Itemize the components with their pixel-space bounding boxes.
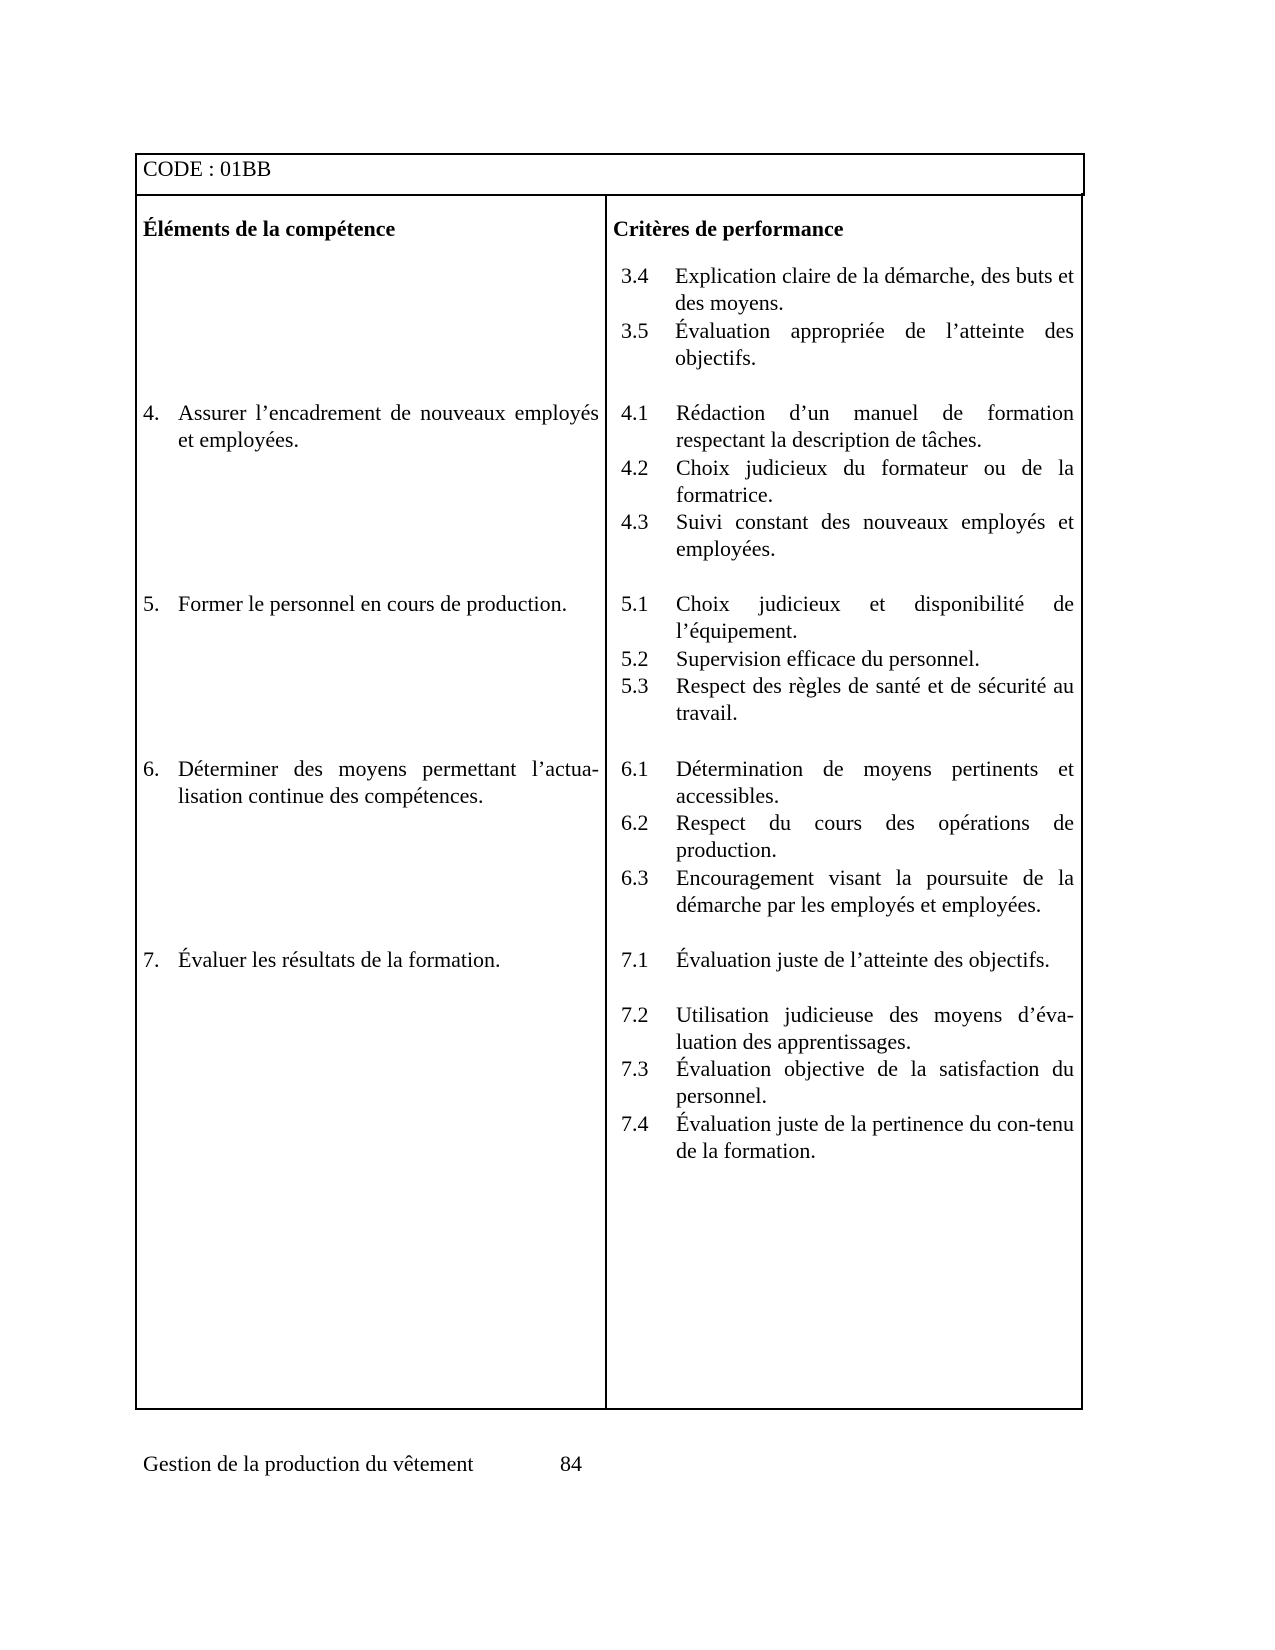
criterion-number: 4.1 <box>621 400 649 425</box>
element-item <box>143 590 599 617</box>
criterion-number: 7.4 <box>621 1111 649 1136</box>
criterion-number: 6.2 <box>621 810 649 835</box>
element-item <box>143 946 599 973</box>
criterion-number: 7.1 <box>621 947 649 972</box>
criterion-number: 4.3 <box>621 509 649 534</box>
criterion-number: 4.2 <box>621 455 649 480</box>
criterion-text: Évaluation appropriée de l’atteinte des objectifs. <box>675 318 1074 371</box>
element-number: 6. <box>143 756 160 781</box>
code-row <box>135 153 1085 196</box>
criterion-text: Choix judicieux et disponibilité de l’équipement. <box>676 591 1074 644</box>
criterion-item <box>621 946 1074 973</box>
criterion-number: 6.3 <box>621 865 649 890</box>
element-item <box>143 755 599 810</box>
criterion-text: Choix judicieux du formateur ou de la formatrice. <box>676 455 1074 508</box>
criterion-item <box>621 1110 1074 1165</box>
criterion-item <box>621 317 1074 372</box>
footer-title: Gestion de la production du vêtement <box>143 1451 474 1476</box>
criterion-item <box>621 590 1074 645</box>
element-number: 7. <box>143 947 160 972</box>
criterion-number: 6.1 <box>621 756 649 781</box>
criterion-item <box>621 1001 1074 1056</box>
criterion-number: 5.1 <box>621 591 649 616</box>
element-text: Évaluer les résultats de la formation. <box>178 947 501 972</box>
element-number: 5. <box>143 591 160 616</box>
criterion-number: 3.5 <box>621 318 649 343</box>
criterion-number: 5.2 <box>621 646 649 671</box>
page-number: 84 <box>560 1451 582 1476</box>
criterion-text: Rédaction d’un manuel de formation respectant la description de tâches. <box>676 400 1074 453</box>
criterion-text: Respect du cours des opérations de production. <box>676 810 1074 863</box>
criterion-text: Encouragement visant la poursuite de la démarche par les employés et employées. <box>676 865 1074 918</box>
criterion-item <box>621 672 1074 727</box>
criterion-text: Détermination de moyens pertinents et accessibles. <box>676 756 1074 809</box>
criterion-number: 5.3 <box>621 673 649 698</box>
criterion-text: Suivi constant des nouveaux employés et employées. <box>676 509 1074 562</box>
criterion-item <box>621 645 1074 672</box>
criterion-text: Évaluation objective de la satisfaction du personnel. <box>676 1056 1074 1109</box>
criterion-text: Évaluation juste de la pertinence du con-tenu de la formation. <box>676 1111 1074 1164</box>
element-text: Former le personnel en cours de production. <box>178 591 568 616</box>
criterion-item <box>621 864 1074 919</box>
column-divider <box>605 194 607 1410</box>
criterion-item <box>621 755 1074 810</box>
element-item <box>143 399 599 454</box>
criterion-text: Évaluation juste de l’atteinte des objectifs. <box>676 947 1050 972</box>
criterion-number: 3.4 <box>621 263 649 288</box>
element-text: Assurer l’encadrement de nouveaux employés et employées. <box>178 400 599 453</box>
criterion-text: Explication claire de la démarche, des buts et des moyens. <box>675 263 1074 316</box>
element-text: Déterminer des moyens permettant l’actua-lisation continue des compétences. <box>178 756 599 809</box>
criterion-text: Respect des règles de santé et de sécurité au travail. <box>676 673 1074 726</box>
criterion-item <box>621 262 1074 317</box>
header-elements: Éléments de la compétence <box>143 216 396 241</box>
criterion-number: 7.3 <box>621 1056 649 1081</box>
criterion-item <box>621 508 1074 563</box>
criterion-item <box>621 399 1074 454</box>
element-number: 4. <box>143 400 160 425</box>
criterion-text: Utilisation judicieuse des moyens d’éva-luation des apprentissages. <box>676 1002 1074 1055</box>
criterion-item <box>621 1055 1074 1110</box>
criterion-item <box>621 454 1074 509</box>
criterion-text: Supervision efficace du personnel. <box>676 646 980 671</box>
criterion-number: 7.2 <box>621 1002 649 1027</box>
criterion-item <box>621 809 1074 864</box>
header-criteria: Critères de performance <box>613 216 844 241</box>
code-label: CODE : 01BB <box>143 156 272 181</box>
